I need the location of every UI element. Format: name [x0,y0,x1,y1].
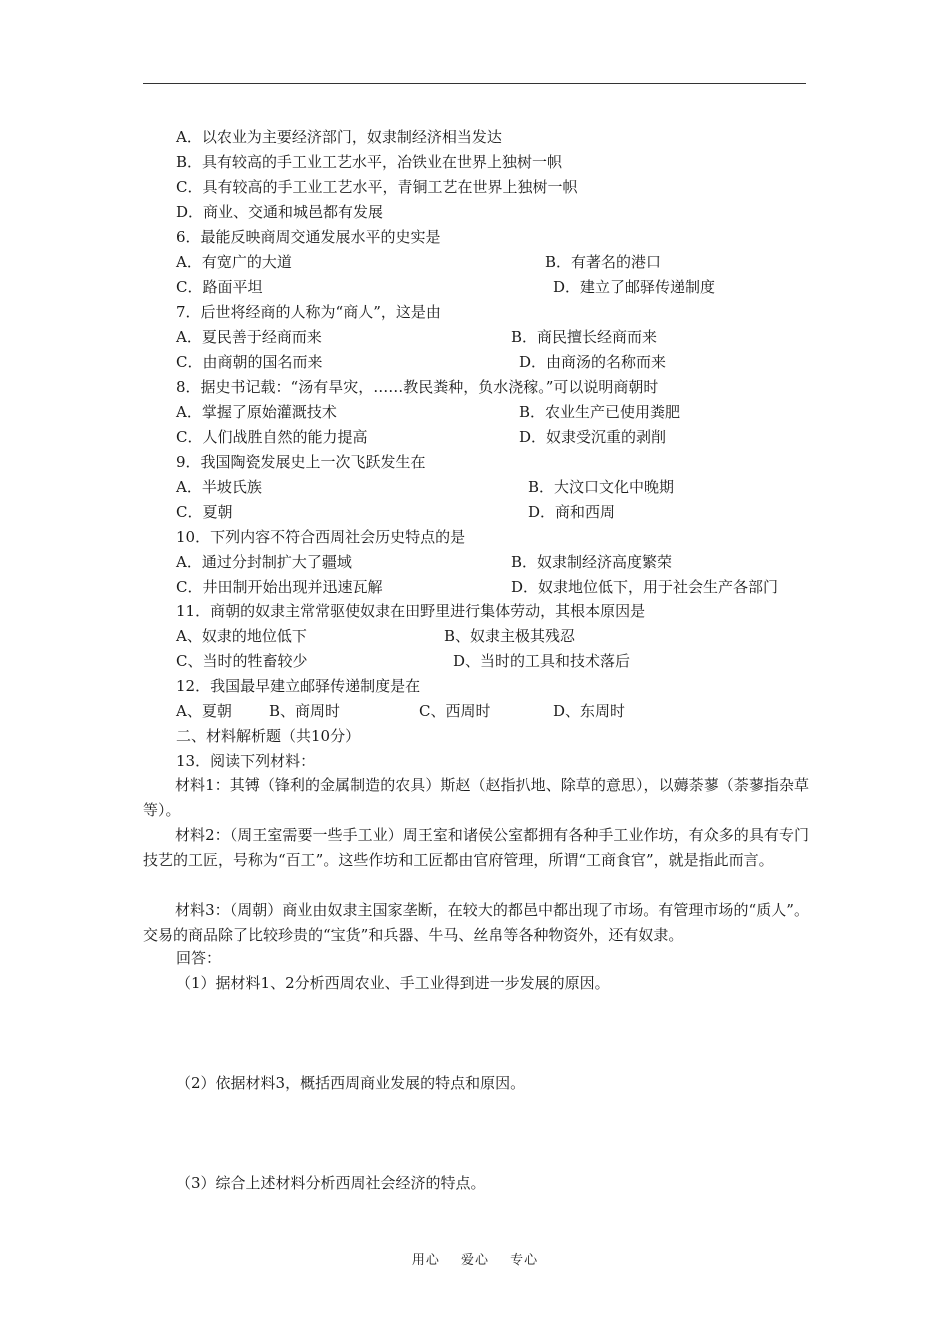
q5-option-c: C．具有较高的手工业工艺水平，青铜工艺在世界上独树一帜 [176,178,578,196]
answer-label: 回答： [176,949,222,967]
q8-option-c: C．人们战胜自然的能力提高 [176,428,368,446]
q8-stem: 8．据史书记载：“汤有旱灾，……教民粪种，负水浇稼。”可以说明商朝时 [176,378,659,396]
footer-text-2: 爱心 [460,1253,489,1268]
q7-option-a: A．夏民善于经商而来 [176,328,322,346]
q7-stem: 7．后世将经商的人称为“商人”，这是由 [176,303,441,321]
q8-option-a: A．掌握了原始灌溉技术 [176,403,337,421]
footer-text-3: 专心 [510,1253,539,1268]
q11-stem: 11．商朝的奴隶主常常驱使奴隶在田野里进行集体劳动，其根本原因是 [176,602,646,620]
q10-option-c: C．井田制开始出现并迅速瓦解 [176,578,383,596]
material-2: 材料2：（周王室需要一些手工业）周王室和诸侯公室都拥有各种手工业作坊，有众多的具有专门技艺的工匠，号称为“百工”。这些作坊和工匠都由官府管理，所谓“工商食官”，就是指此而言。 [143,826,809,869]
q10-stem: 10．下列内容不符合西周社会历史特点的是 [176,528,466,546]
q12-option-d: D、东周时 [553,702,626,720]
q12-stem: 12．我国最早建立邮驿传递制度是在 [176,677,421,695]
q10-option-d: D．奴隶地位低下，用于社会生产各部门 [511,578,779,596]
q9-option-b: B．大汶口文化中晚期 [528,478,675,496]
page-footer [0,1249,950,1268]
q12-option-c: C、西周时 [419,702,491,720]
q12-option-a: A、夏朝 [176,702,232,720]
subquestion-3: （3）综合上述材料分析西周社会经济的特点。 [176,1174,486,1192]
q9-option-a: A．半坡氏族 [176,478,262,496]
q8-option-b: B．农业生产已使用粪肥 [519,403,681,421]
q7-option-d: D．由商汤的名称而来 [519,353,667,371]
q6-option-b: B．有著名的港口 [545,253,662,271]
q7-option-c: C．由商朝的国名而来 [176,353,323,371]
footer-text-1: 用心 [411,1253,440,1268]
q6-option-c: C．路面平坦 [176,278,263,296]
subquestion-1: （1）据材料1、2分析西周农业、手工业得到进一步发展的原因。 [176,974,610,992]
material-1: 材料1：其镈（锋利的金属制造的农具）斯赵（赵指扒地、除草的意思），以薅荼蓼（荼蓼指杂草等）。 [143,776,809,819]
q11-option-c: C、当时的牲畜较少 [176,652,308,670]
q10-option-b: B．奴隶制经济高度繁荣 [511,553,673,571]
material-3: 材料3：（周朝）商业由奴隶主国家垄断，在较大的都邑中都出现了市场。有管理市场的“质人”。交易的商品除了比较珍贵的“宝货”和兵器、牛马、丝帛等各种物资外，还有奴隶。 [143,901,809,944]
q12-option-b: B、商周时 [269,702,341,720]
q5-option-d: D．商业、交通和城邑都有发展 [176,203,384,221]
q6-option-d: D．建立了邮驿传递制度 [553,278,716,296]
q5-option-a: A．以农业为主要经济部门，奴隶制经济相当发达 [176,128,502,146]
q5-option-b: B．具有较高的手工业工艺水平，冶铁业在世界上独树一帜 [176,153,563,171]
q11-option-a: A、奴隶的地位低下 [176,627,307,645]
q9-option-d: D．商和西周 [528,503,616,521]
header-rule [143,83,806,84]
section-heading: 二、材料解析题（共10分） [176,727,361,745]
q10-option-a: A．通过分封制扩大了疆域 [176,553,352,571]
q11-option-b: B、奴隶主极其残忍 [444,627,576,645]
q8-option-d: D．奴隶受沉重的剥削 [519,428,667,446]
q9-stem: 9．我国陶瓷发展史上一次飞跃发生在 [176,453,426,471]
q13-stem: 13．阅读下列材料： [176,752,316,770]
q6-option-a: A．有宽广的大道 [176,253,292,271]
q7-option-b: B．商民擅长经商而来 [511,328,658,346]
q9-option-c: C．夏朝 [176,503,233,521]
subquestion-2: （2）依据材料3，概括西周商业发展的特点和原因。 [176,1074,526,1092]
q11-option-d: D、当时的工具和技术落后 [453,652,631,670]
q6-stem: 6．最能反映商周交通发展水平的史实是 [176,228,441,246]
